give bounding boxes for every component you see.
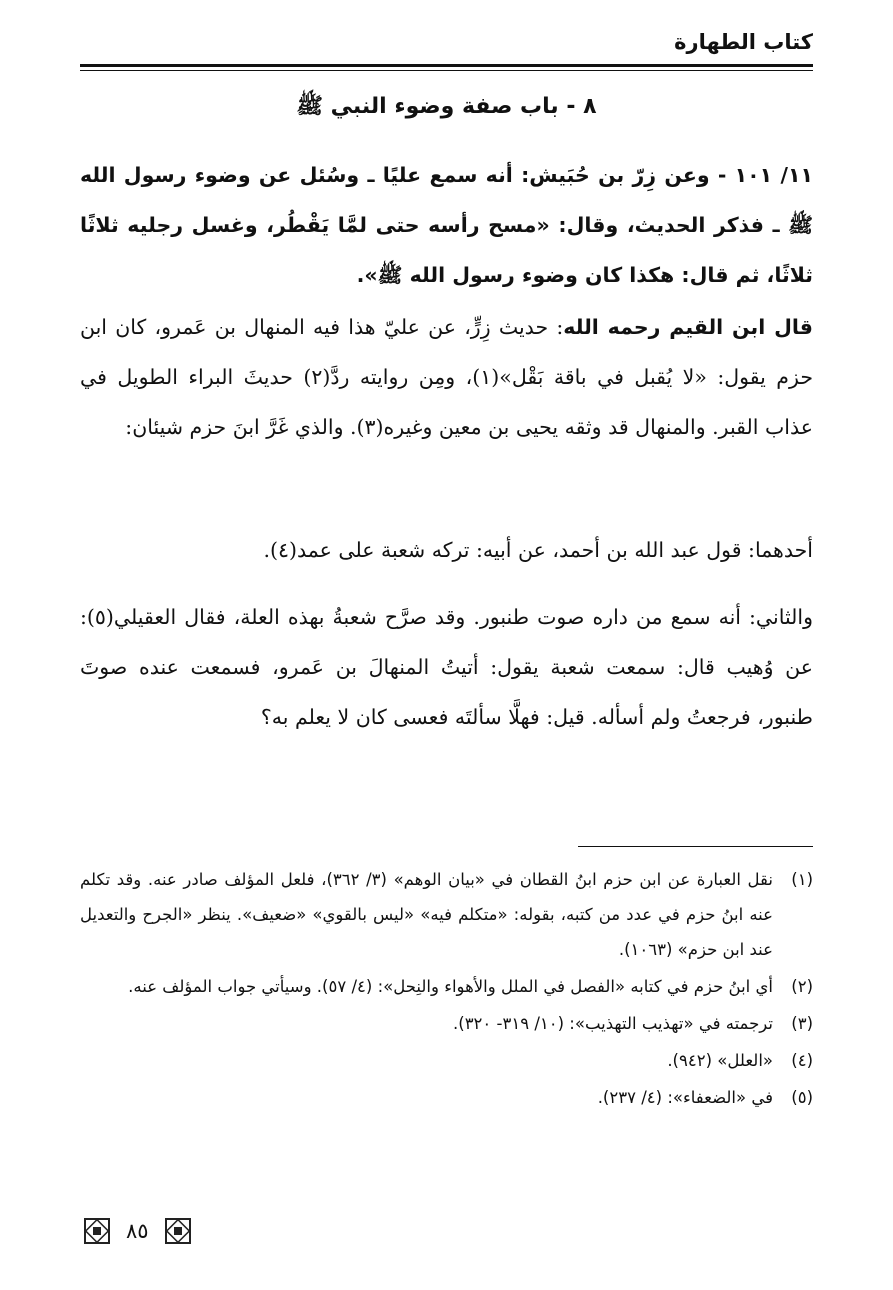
footnote-item xyxy=(80,1043,813,1078)
footnote-number: (٣) xyxy=(791,1014,813,1033)
footnote-separator xyxy=(578,846,813,847)
header-rule-thin xyxy=(80,70,813,71)
commentary-paragraph-3: والثاني: أنه سمع من داره صوت طنبور. وقد صرَّح شعبةُ بهذه العلة، فقال العقيلي(٥): عن وُهيب قال: سمعت شعبة يقول: أتيتُ المنهالَ بن عَمرو، فسمعت عنده صوتَ طنبور، فرجعتُ ولم أسأله. قيل: فهلَّا سألتَه فعسى كان لا يعلم به؟ xyxy=(80,605,813,729)
footnote-number: (٥) xyxy=(791,1088,813,1107)
commentary-paragraph-1 xyxy=(80,302,813,452)
running-header: كتاب الطهارة xyxy=(674,30,813,54)
footnote-item xyxy=(80,969,813,1004)
chapter-title: ٨ - باب صفة وضوء النبي ﷺ xyxy=(296,94,597,119)
ornament-right-icon xyxy=(165,1218,191,1244)
page-number: ٨٥ xyxy=(126,1219,149,1243)
footnote-number: (٢) xyxy=(791,977,813,996)
commentary-lead: قال ابن القيم رحمه الله xyxy=(563,315,813,339)
footnote-item xyxy=(80,1080,813,1115)
commentary-p1-text: : حديث زِرٍّ، عن عليّ هذا فيه المنهال بن عَمرو، كان ابن حزم يقول: «لا يُقبل في باقة بَقْل»(١)، ومِن روايته ردَّ(٢) حديثَ البراء الطويل في عذاب القبر. والمنهال قد وثقه يحيى بن معين وغيره(٣). والذي غَرَّ ابنَ حزم شيئان: xyxy=(80,315,813,439)
footnote-text: ترجمته في «تهذيب التهذيب»: (١٠/ ٣١٩- ٣٢٠). xyxy=(453,1014,773,1033)
footnote-number: (١) xyxy=(791,870,813,889)
commentary-paragraph-2: أحدهما: قول عبد الله بن أحمد، عن أبيه: تركه شعبة على عمد(٤). xyxy=(263,538,813,562)
footnote-number: (٤) xyxy=(791,1051,813,1070)
footnote-text: نقل العبارة عن ابن حزم ابنُ القطان في «بيان الوهم» (٣/ ٣٦٢)، فلعل المؤلف صادر عنه. وقد تكلم عنه ابنُ حزم في عدد من كتبه، بقوله: «متكلم فيه» «ليس بالقوي» «ضعيف». ينظر «الجرح والتعديل عند ابن حزم» (١٠٦٣). xyxy=(80,870,773,959)
hadith-text: ١١/ ١٠١ - وعن زِرّ بن حُبَيش: أنه سمع عليًا ـ وسُئل عن وضوء رسول الله ﷺ ـ فذكر الحديث، وقال: «مسح رأسه حتى لمَّا يَقْطُر، وغسل رجليه ثلاثًا ثلاثًا، ثم قال: هكذا كان وضوء رسول الله ﷺ». xyxy=(80,163,814,287)
footnote-item xyxy=(80,862,813,967)
header-rule-thick xyxy=(80,64,813,67)
footnote-text: في «الضعفاء»: (٤/ ٢٣٧). xyxy=(597,1088,773,1107)
footnote-text: «العلل» (٩٤٢). xyxy=(667,1051,773,1070)
ornament-left-icon xyxy=(84,1218,110,1244)
footnote-text: أي ابنُ حزم في كتابه «الفصل في الملل والأهواء والنِحل»: (٤/ ٥٧). وسيأتي جواب المؤلف عنه. xyxy=(128,977,773,996)
page-footer xyxy=(84,1218,191,1244)
footnotes-list xyxy=(80,862,813,1117)
footnote-item xyxy=(80,1006,813,1041)
